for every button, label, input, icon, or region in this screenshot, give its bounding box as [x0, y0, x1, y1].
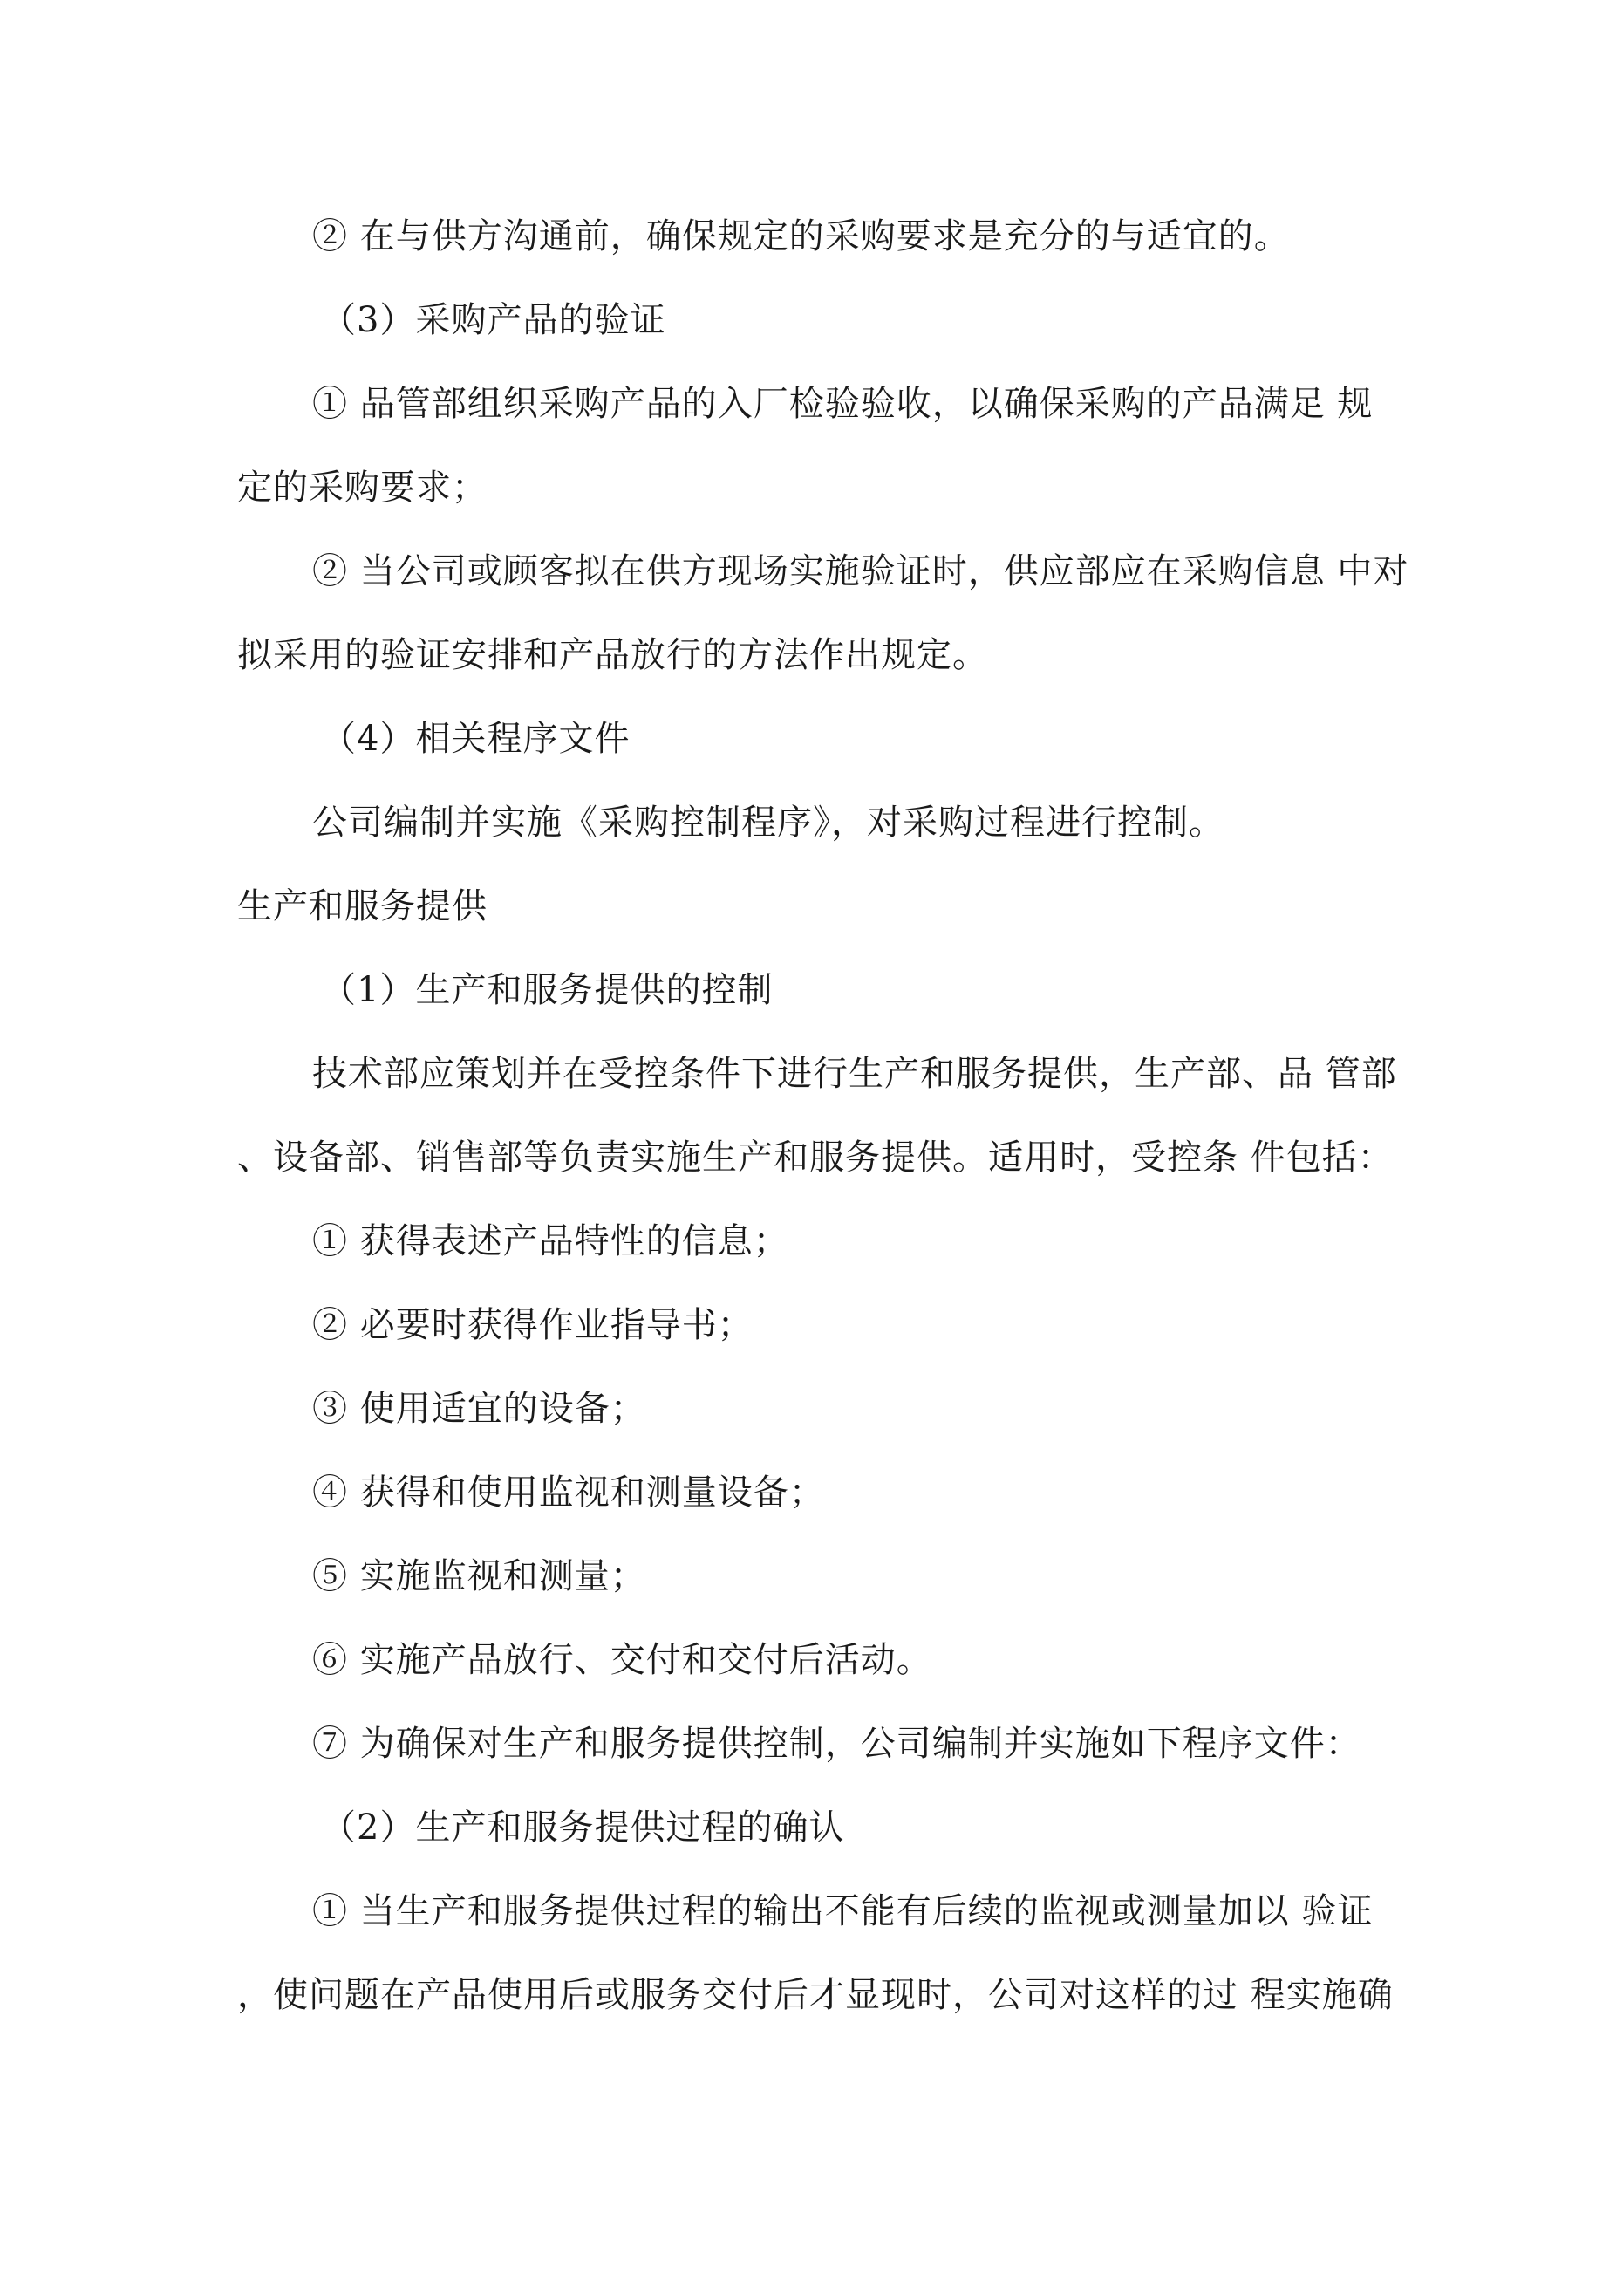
paragraph-line: 定的采购要求；: [237, 468, 488, 508]
paragraph-line: 技术部应策划并在受控条件下进行生产和服务提供，生产部、品 管部: [312, 1054, 1397, 1094]
paragraph-line: ① 品管部组织采购产品的入厂检验验收，以确保采购的产品满足 规: [312, 384, 1374, 424]
list-item: ⑤ 实施监视和测量；: [312, 1556, 646, 1596]
list-item: ③ 使用适宜的设备；: [312, 1389, 646, 1429]
paragraph-line: ② 在与供方沟通前，确保规定的采购要求是充分的与适宜的。: [312, 216, 1290, 256]
list-item: ② 必要时获得作业指导书；: [312, 1305, 754, 1345]
section-heading: （2）生产和服务提供过程的确认: [321, 1807, 845, 1848]
paragraph-line: ② 当公司或顾客拟在供方现场实施验证时，供应部应在采购信息 中对: [312, 551, 1409, 591]
section-title: 生产和服务提供: [237, 886, 488, 926]
list-item: ⑦ 为确保对生产和服务提供控制，公司编制并实施如下程序文件：: [312, 1724, 1361, 1764]
section-heading: （3）采购产品的验证: [321, 300, 666, 340]
paragraph-line: 公司编制并实施《采购控制程序》，对采购过程进行控制。: [312, 803, 1224, 843]
paragraph-line: 、设备部、销售部等负责实施生产和服务提供。适用时，受控条 件包括：: [237, 1138, 1394, 1178]
paragraph-line: 拟采用的验证安排和产品放行的方法作出规定。: [237, 635, 988, 675]
list-item: ① 获得表述产品特性的信息；: [312, 1221, 789, 1261]
section-heading: （1）生产和服务提供的控制: [321, 970, 774, 1010]
paragraph-line: ，使问题在产品使用后或服务交付后才显现时，公司对这样的过 程实施确: [237, 1975, 1394, 2015]
list-item: ⑥ 实施产品放行、交付和交付后活动。: [312, 1640, 932, 1680]
section-heading: （4）相关程序文件: [321, 719, 631, 759]
paragraph-line: ① 当生产和服务提供过程的输出不能有后续的监视或测量加以 验证: [312, 1891, 1374, 1931]
list-item: ④ 获得和使用监视和测量设备；: [312, 1473, 825, 1513]
